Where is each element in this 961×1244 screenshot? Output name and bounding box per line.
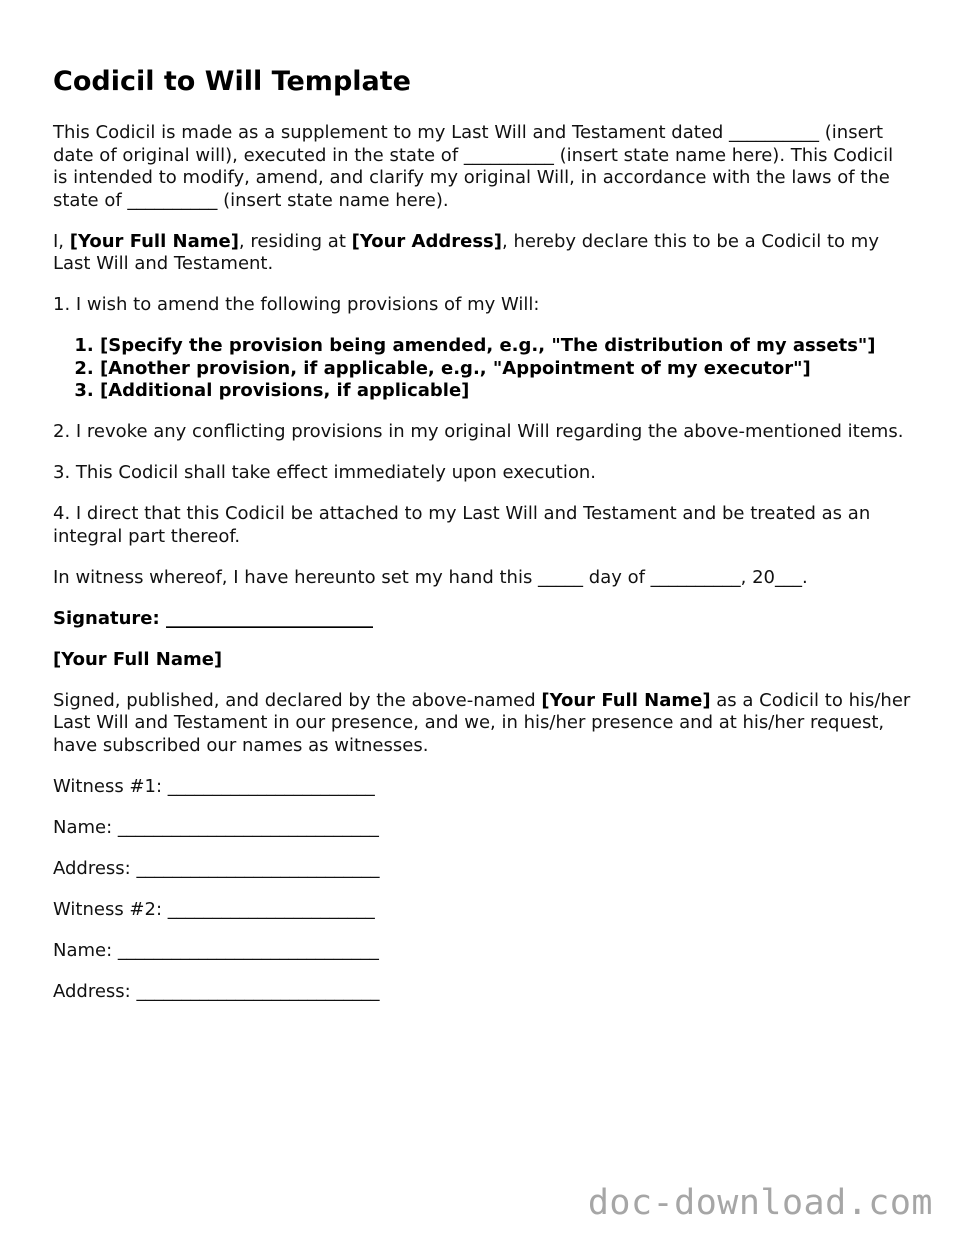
attestation-prefix: Signed, published, and declared by the above-named <box>53 689 542 711</box>
declaration-suffix: , hereby declare this to be a Codicil to my Last Will and Testament. <box>53 230 879 274</box>
declaration-middle: , residing at <box>238 230 352 252</box>
witness-1-line: Witness #1: _______________________ <box>53 775 375 797</box>
witness-clause: In witness whereof, I have hereunto set my hand this _____ day of __________, 20___. <box>53 566 808 588</box>
declaration-paragraph <box>53 231 913 276</box>
witness-1-address-line: Address: ___________________________ <box>53 857 380 879</box>
item-4-paragraph: 4. I direct that this Codicil be attached to my Last Will and Testament and be treated as an integral part thereof. <box>53 503 871 547</box>
witness-1-name-line: Name: _____________________________ <box>53 816 379 838</box>
provision-item: 3. [Additional provisions, if applicable] <box>100 380 913 403</box>
provisions-list <box>53 335 913 403</box>
item-3-paragraph: 3. This Codicil shall take effect immediately upon execution. <box>53 462 596 483</box>
signer-name-line <box>53 649 913 672</box>
document-title: Codicil to Will Template <box>53 66 411 97</box>
document-page <box>53 64 913 1022</box>
signer-name-placeholder: [Your Full Name] <box>53 648 223 670</box>
attestation-suffix: as a Codicil to his/her Last Will and Testament in our presence, and we, in his/her presence and at his/her request, have subscribed our names as witnesses. <box>53 689 911 756</box>
watermark-text: doc-download.com <box>587 1183 933 1223</box>
intro-paragraph: This Codicil is made as a supplement to my Last Will and Testament dated __________ (insert date of original will), executed in the state of __________ (insert state name here). This Codicil is intended to modify, amend, and clarify my original Will, in accordance with the laws of the state of __________ (insert state name here). <box>53 122 894 211</box>
witness-2-address-line: Address: ___________________________ <box>53 980 380 1002</box>
declaration-name-placeholder: [Your Full Name] <box>69 230 239 252</box>
declaration-address-placeholder: [Your Address] <box>351 230 502 252</box>
signature-line <box>53 608 913 631</box>
signature-label: Signature: _______________________ <box>53 607 373 629</box>
witness-2-name-line: Name: _____________________________ <box>53 939 379 961</box>
attestation-paragraph <box>53 690 913 758</box>
declaration-prefix: I, <box>53 230 70 252</box>
provision-item: 2. [Another provision, if applicable, e.g., "Appointment of my executor"] <box>100 358 913 381</box>
item-2-paragraph: 2. I revoke any conflicting provisions in my original Will regarding the above-mentioned items. <box>53 421 904 442</box>
attestation-name-placeholder: [Your Full Name] <box>541 689 711 711</box>
witness-2-line: Witness #2: _______________________ <box>53 898 375 920</box>
item-1-paragraph: 1. I wish to amend the following provisions of my Will: <box>53 294 540 315</box>
provision-item: 1. [Specify the provision being amended, e.g., "The distribution of my assets"] <box>100 335 913 358</box>
